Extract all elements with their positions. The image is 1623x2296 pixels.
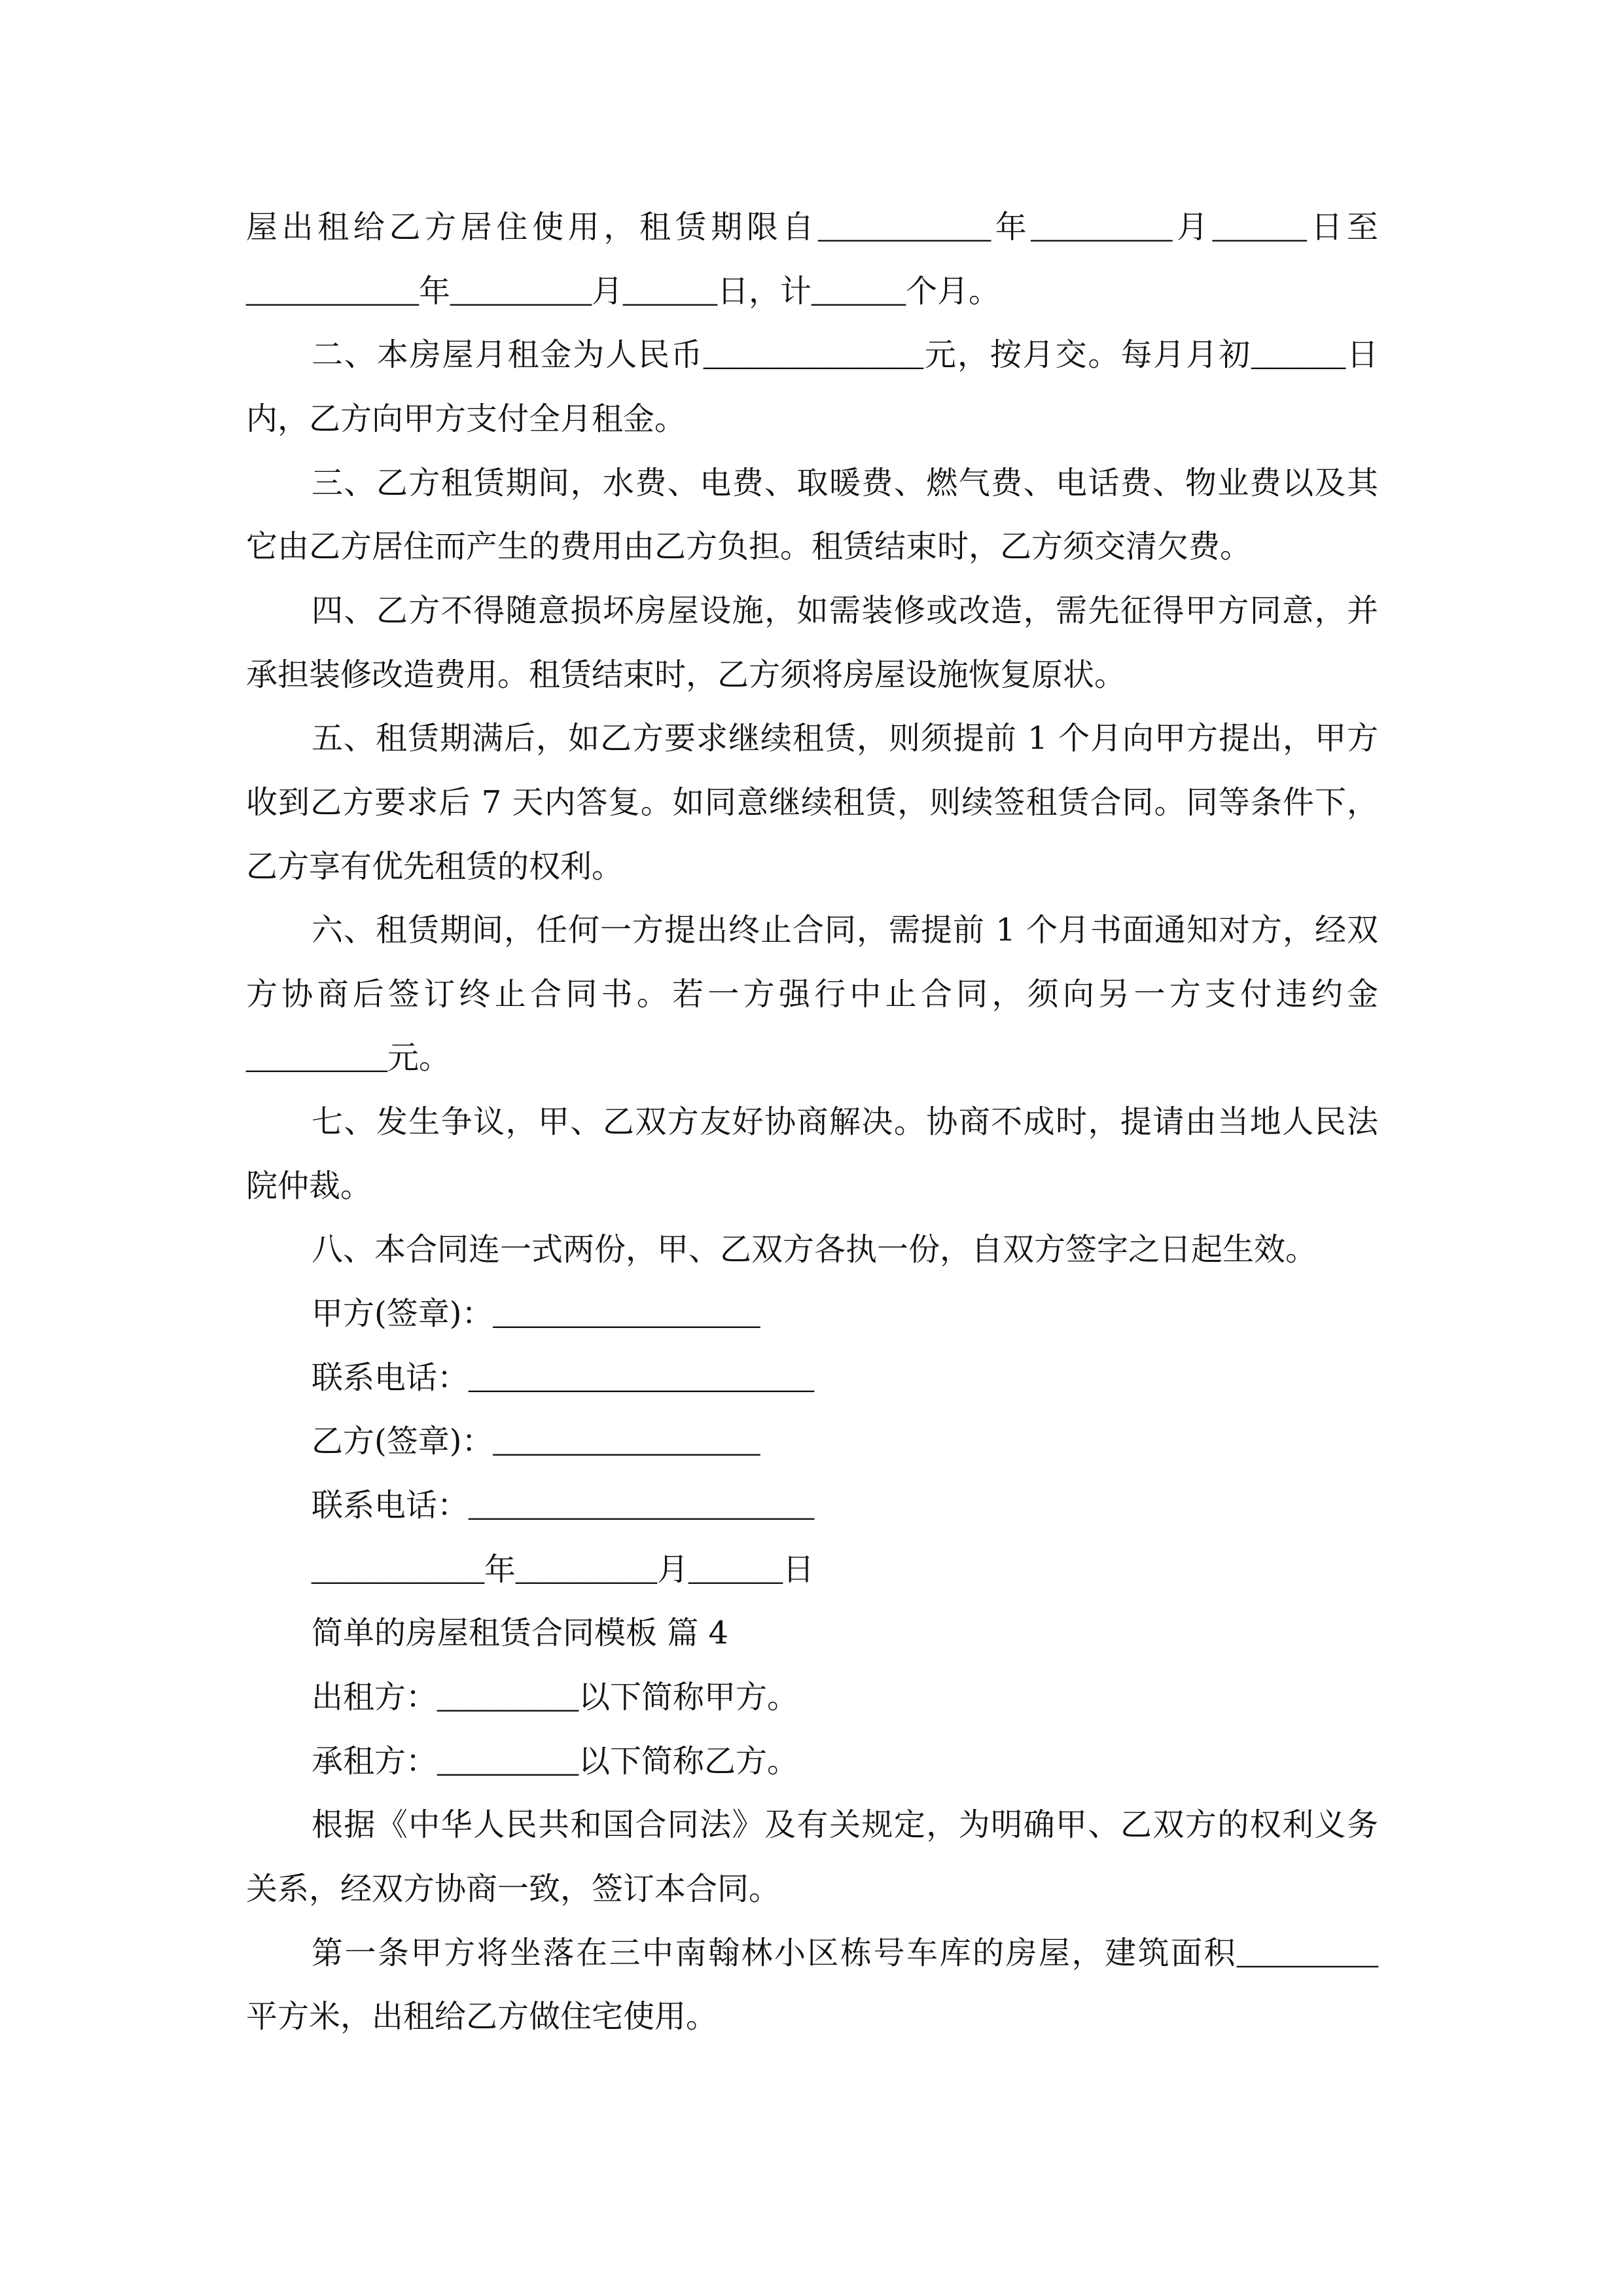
- fill-in-blank[interactable]: _________________: [493, 1297, 760, 1332]
- fill-in-blank[interactable]: ______________: [703, 338, 923, 373]
- text-line: [246, 973, 1378, 1016]
- text-line: [246, 1164, 1378, 1208]
- text-segment: 简单的房屋租赁合同模板 篇 4: [312, 1615, 729, 1652]
- fill-in-blank[interactable]: _________: [437, 1679, 579, 1715]
- fill-in-blank[interactable]: ___________: [818, 210, 991, 245]
- text-segment: 五、租赁期满后，如乙方要求继续租赁，则须提前 1 个月向甲方提出，甲方: [312, 720, 1378, 757]
- text-line: [246, 1995, 1378, 2038]
- text-line: [312, 1611, 1378, 1655]
- text-segment: 月: [1172, 209, 1213, 245]
- text-segment: 年: [991, 209, 1031, 245]
- text-line: [246, 525, 1378, 568]
- text-segment: 元，按月交。每月月初: [923, 336, 1252, 374]
- text-line: [312, 1931, 1378, 1975]
- text-segment: 内，乙方向甲方支付全月租金。: [246, 400, 687, 437]
- fill-in-blank[interactable]: ______: [812, 274, 906, 309]
- text-segment: 七、发生争议，甲、乙双方友好协商解决。协商不成时，提请由当地人民法: [312, 1103, 1378, 1141]
- text-line: [312, 1292, 1378, 1335]
- text-segment: 以下简称甲方。: [579, 1678, 799, 1715]
- fill-in-blank[interactable]: ______: [688, 1552, 783, 1587]
- fill-in-blank[interactable]: ______________________: [469, 1360, 815, 1395]
- fill-in-blank[interactable]: _________: [1237, 1935, 1378, 1971]
- text-segment: 甲方(签章)：: [312, 1295, 493, 1333]
- text-segment: 日至: [1306, 209, 1378, 245]
- text-line: [312, 1356, 1378, 1399]
- text-line: [246, 1036, 1378, 1079]
- text-segment: 第一条甲方将坐落在三中南翰林小区栋号车库的房屋，建筑面积: [312, 1934, 1237, 1971]
- fill-in-blank[interactable]: ___________: [246, 274, 419, 309]
- text-segment: 元。: [387, 1039, 451, 1077]
- text-line: [312, 1740, 1378, 1783]
- text-line: [246, 270, 1378, 313]
- text-line: [246, 845, 1378, 888]
- fill-in-blank[interactable]: _________: [246, 1041, 387, 1076]
- text-segment: 月: [657, 1551, 689, 1588]
- text-segment: 月: [592, 272, 624, 310]
- text-line: [246, 1867, 1378, 1910]
- text-segment: 乙方享有优先租赁的权利。: [246, 848, 624, 885]
- text-segment: 出租方：: [312, 1678, 438, 1715]
- text-segment: 八、本合同连一式两份，甲、乙双方各执一份，自双方签字之日起生效。: [312, 1231, 1317, 1268]
- fill-in-blank[interactable]: ___________: [312, 1552, 484, 1587]
- fill-in-blank[interactable]: ______: [1212, 210, 1307, 245]
- text-segment: 它由乙方居住而产生的费用由乙方负担。租赁结束时，乙方须交清欠费。: [246, 528, 1252, 565]
- text-line: [312, 1100, 1378, 1143]
- text-line: [312, 908, 1378, 952]
- text-segment: 方协商后签订终止合同书。若一方强行中止合同，须向另一方支付违约金: [246, 975, 1378, 1013]
- text-segment: 日: [1346, 336, 1378, 374]
- text-line: [312, 1676, 1378, 1719]
- text-segment: 院仲裁。: [246, 1167, 372, 1204]
- text-line: [312, 717, 1378, 760]
- text-segment: 四、乙方不得随意损坏房屋设施，如需装修或改造，需先征得甲方同意，并: [312, 592, 1378, 629]
- text-segment: 联系电话：: [312, 1487, 469, 1524]
- fill-in-blank[interactable]: _________: [450, 274, 592, 309]
- text-line: [312, 1548, 1378, 1591]
- text-line: [312, 1803, 1378, 1846]
- text-segment: 六、租赁期间，任何一方提出终止合同，需提前 1 个月书面通知对方，经双: [312, 912, 1378, 949]
- text-segment: 根据《中华人民共和国合同法》及有关规定，为明确甲、乙双方的权利义务: [312, 1806, 1378, 1844]
- text-segment: 日: [783, 1551, 815, 1588]
- fill-in-blank[interactable]: _________: [1031, 210, 1173, 245]
- text-segment: 联系电话：: [312, 1359, 469, 1396]
- text-line: [246, 781, 1378, 824]
- text-line: [246, 206, 1378, 249]
- text-line: [312, 1484, 1378, 1527]
- text-segment: 关系，经双方协商一致，签订本合同。: [246, 1870, 781, 1907]
- text-segment: 平方米，出租给乙方做住宅使用。: [246, 1998, 718, 2036]
- text-line: [246, 397, 1378, 440]
- text-line: [312, 333, 1378, 376]
- text-segment: 个月。: [906, 272, 1001, 310]
- fill-in-blank[interactable]: _________________: [493, 1424, 760, 1460]
- text-segment: 乙方(签章)：: [312, 1423, 493, 1460]
- fill-in-blank[interactable]: ______________________: [469, 1488, 815, 1523]
- text-segment: 日，计: [717, 272, 812, 310]
- text-segment: 屋出租给乙方居住使用，租赁期限自: [246, 209, 819, 245]
- text-segment: 以下简称乙方。: [579, 1742, 799, 1780]
- text-segment: 三、乙方租赁期间，水费、电费、取暖费、燃气费、电话费、物业费以及其: [312, 464, 1378, 501]
- text-segment: 承担装修改造费用。租赁结束时，乙方须将房屋设施恢复原状。: [246, 656, 1126, 693]
- text-line: [312, 589, 1378, 632]
- fill-in-blank[interactable]: ______: [623, 274, 718, 309]
- text-line: [312, 461, 1378, 505]
- text-segment: 年: [419, 272, 451, 310]
- text-segment: 收到乙方要求后 7 天内答复。如同意继续租赁，则续签租赁合同。同等条件下，: [246, 783, 1378, 821]
- text-segment: 年: [484, 1551, 516, 1588]
- fill-in-blank[interactable]: _________: [437, 1744, 579, 1779]
- text-segment: 承租方：: [312, 1742, 438, 1780]
- fill-in-blank[interactable]: ______: [1251, 338, 1346, 373]
- text-segment: 二、本房屋月租金为人民币: [312, 336, 704, 374]
- text-line: [312, 1228, 1378, 1271]
- text-line: [246, 653, 1378, 696]
- fill-in-blank[interactable]: _________: [516, 1552, 658, 1587]
- text-line: [312, 1420, 1378, 1463]
